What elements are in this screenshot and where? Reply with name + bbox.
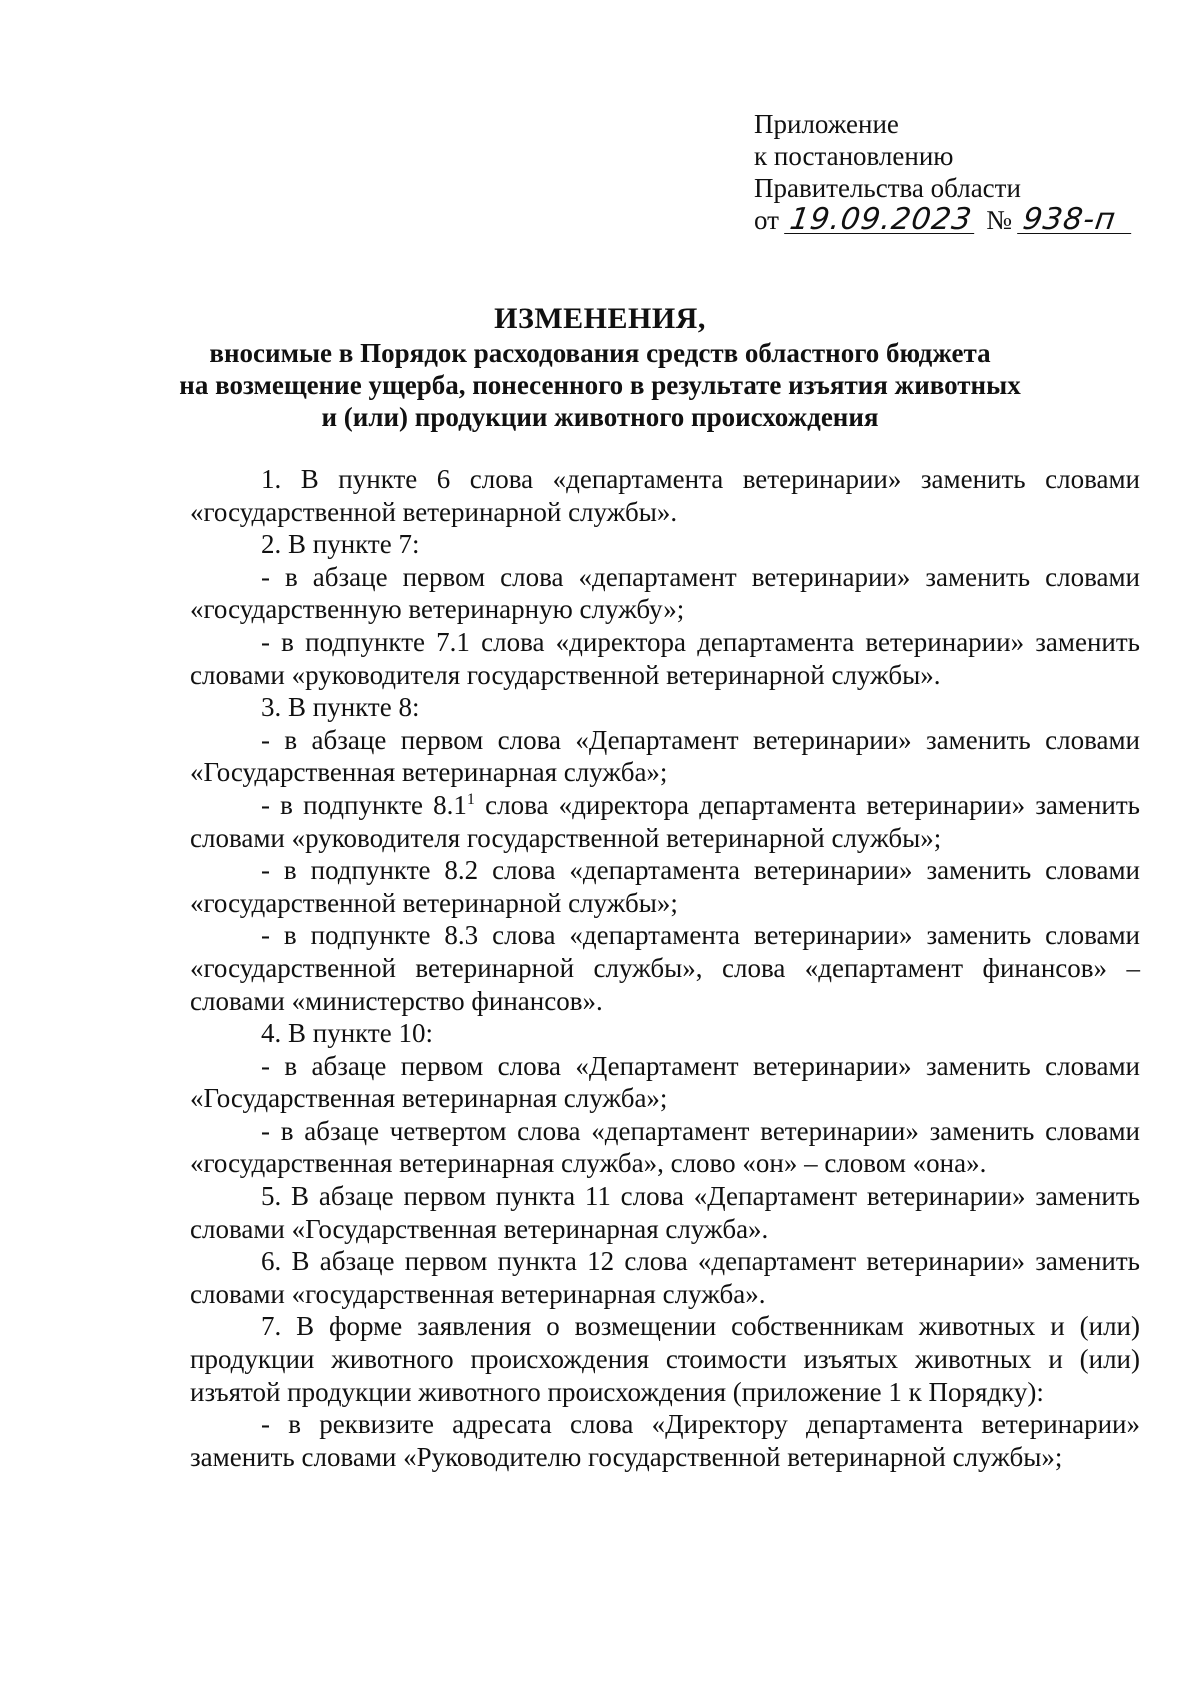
document-title xyxy=(150,303,1050,433)
paragraph-16: - в реквизите адресата слова «Директору департамента ветеринарии» заменить словами «Руководителю государственной ветеринарной службы»; xyxy=(190,1409,1140,1472)
paragraph-6: - в абзаце первом слова «Департамент ветеринарии» заменить словами «Государственная ветеринарная служба»; xyxy=(190,724,1140,788)
paragraph-2: 2. В пункте 7: xyxy=(261,529,420,560)
superscript-mark: 1 xyxy=(466,790,475,808)
paragraph-3: - в абзаце первом слова «департамент ветеринарии» заменить словами «государственную ветеринарную службу»; xyxy=(190,561,1140,625)
paragraph-4: - в подпункте 7.1 слова «директора департамента ветеринарии» заменить словами «руководителя государственной ветеринарной службы». xyxy=(190,626,1140,690)
paragraph-9: - в подпункте 8.3 слова «департамента ветеринарии» заменить словами «государственной ветеринарной службы», слова «департамент финансов» – словами «министерство финансов». xyxy=(190,920,1140,1016)
paragraph-7-after: слова «директора департамента ветеринарии» заменить словами «руководителя государственной ветеринарной службы»; xyxy=(190,789,1140,853)
paragraph-7-before: - в подпункте 8.1 xyxy=(261,789,467,820)
paragraph-7 xyxy=(190,789,1140,854)
paragraph-1: 1. В пункте 6 слова «департамента ветеринарии» заменить словами «государственной ветеринарной службы». xyxy=(190,464,1140,527)
paragraph-15: 7. В форме заявления о возмещении собственникам животных и (или) продукции животного происхождения стоимости изъятых животных и (или) изъятой продукции животного происхождения (приложение 1 к Порядку): xyxy=(190,1311,1140,1407)
approval-line-appendix: Приложение xyxy=(754,109,899,139)
approval-stamp-block xyxy=(754,108,1154,236)
paragraph-11: - в абзаце первом слова «Департамент ветеринарии» заменить словами «Государственная ветеринарная служба»; xyxy=(190,1050,1140,1114)
paragraph-5: 3. В пункте 8: xyxy=(261,692,420,723)
approval-line-date-number xyxy=(754,204,1154,236)
approval-line-resolution: к постановлению xyxy=(754,141,954,171)
title-subtitle-line-3: и (или) продукции животного происхождения xyxy=(321,402,879,432)
number-label: № xyxy=(986,205,1012,235)
title-subtitle-line-2: на возмещение ущерба, понесенного в результате изъятия животных xyxy=(179,370,1021,400)
document-body xyxy=(190,463,1140,1473)
paragraph-13: 5. В абзаце первом пункта 11 слова «Департамент ветеринарии» заменить словами «Государственная ветеринарная служба». xyxy=(190,1181,1140,1244)
approval-line-government: Правительства области xyxy=(754,173,1021,203)
title-subtitle-line-1: вносимые в Порядок расходования средств областного бюджета xyxy=(209,338,991,368)
paragraph-8: - в подпункте 8.2 слова «департамента ветеринарии» заменить словами «государственной ветеринарной службы»; xyxy=(190,855,1140,918)
paragraph-14: 6. В абзаце первом пункта 12 слова «департамент ветеринарии» заменить словами «государственная ветеринарная служба». xyxy=(190,1246,1140,1309)
paragraph-12: - в абзаце четвертом слова «департамент ветеринарии» заменить словами «государственная ветеринарная служба», слово «он» – словом «она». xyxy=(190,1115,1140,1179)
title-main: ИЗМЕНЕНИЯ, xyxy=(494,302,706,335)
handwritten-number: 938-п xyxy=(1017,207,1135,234)
paragraph-10: 4. В пункте 10: xyxy=(261,1018,433,1049)
from-label: от xyxy=(754,205,779,235)
handwritten-date: 19.09.2023 xyxy=(784,207,978,234)
